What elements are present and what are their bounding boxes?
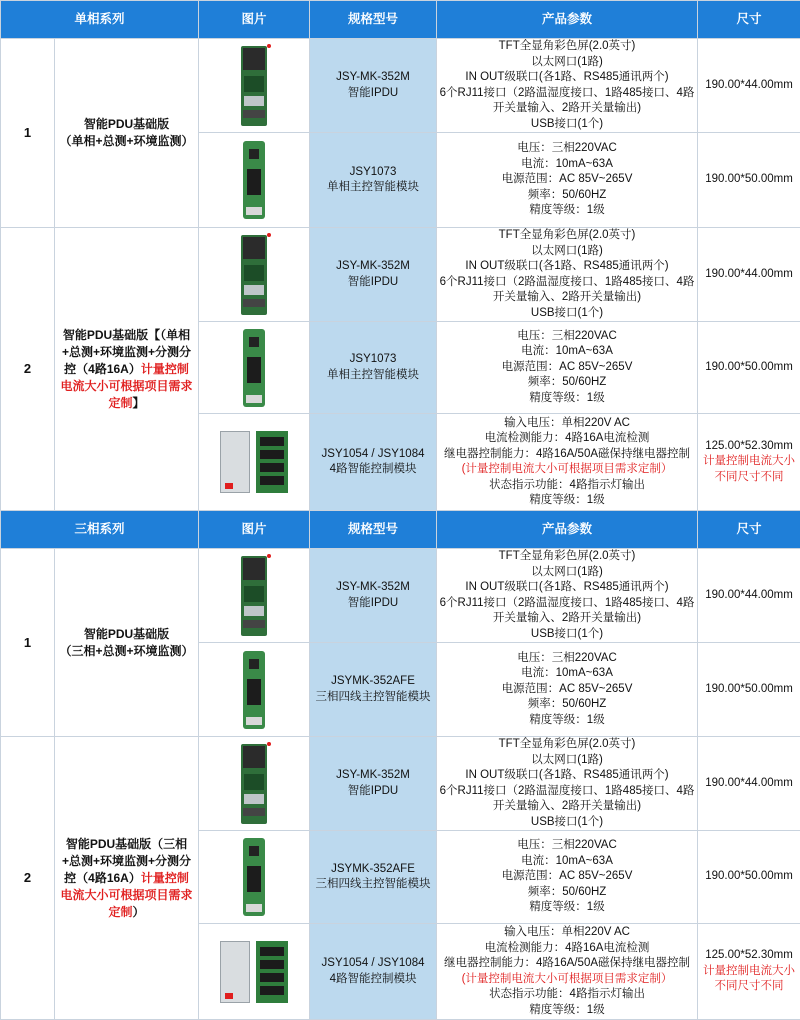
- single-series-header: 单相系列: [1, 1, 199, 39]
- main-control-module-image: [199, 322, 310, 414]
- params-cell: 电压：三相220VAC 电流：10mA~63A 电源范围：AC 85V~265V 频率：50/60HZ 精度等级：1级: [437, 322, 698, 414]
- params-cell: TFT全显角彩色屏(2.0英寸) 以太网口(1路) IN OUT级联口(各1路、RS485通讯两个) 6个RJ11接口（2路温湿度接口、1路485接口、4路开关量输入、2路开关量输出) USB接口(1个): [437, 228, 698, 322]
- three-phase-header-row: [1, 511, 800, 549]
- model-cell: JSY1054 / JSY1084 4路智能控制模块: [310, 924, 437, 1020]
- size-cell: 190.00*50.00mm: [698, 133, 800, 228]
- row-index: 2: [1, 737, 55, 1020]
- params-cell: 输入电压：单相220V AC 电流检测能力：4路16A电流检测 继电器控制能力：4路16A/50A磁保持继电器控制 (计量控制电流大小可根据项目需求定制） 状态指示功能：4路指示灯输出 精度等级：1级: [437, 924, 698, 1020]
- model-cell: JSY-MK-352M 智能IPDU: [310, 549, 437, 643]
- row-index: 1: [1, 549, 55, 737]
- image-header: 图片: [199, 511, 310, 549]
- row-index: 1: [1, 39, 55, 228]
- single-phase-header-row: [1, 1, 800, 39]
- product-name: 智能PDU基础版（三相+总测+环境监测+分测分控（4路16A）计量控制电流大小可根据项目需求定制）: [55, 737, 199, 1020]
- params-cell: 输入电压：单相220V AC 电流检测能力：4路16A电流检测 继电器控制能力：4路16A/50A磁保持继电器控制 (计量控制电流大小可根据项目需求定制） 状态指示功能：4路指示灯输出 精度等级：1级: [437, 414, 698, 511]
- model-cell: JSY1054 / JSY1084 4路智能控制模块: [310, 414, 437, 511]
- model-cell: JSY1073 单相主控智能模块: [310, 133, 437, 228]
- table-row: [1, 737, 800, 831]
- four-way-control-module-image: [199, 924, 310, 1020]
- size-cell: 190.00*44.00mm: [698, 39, 800, 133]
- params-cell: TFT全显角彩色屏(2.0英寸) 以太网口(1路) IN OUT级联口(各1路、RS485通讯两个) 6个RJ11接口（2路温湿度接口、1路485接口、4路开关量输入、2路开关量输出) USB接口(1个): [437, 737, 698, 831]
- ipdu-board-image: [199, 549, 310, 643]
- model-cell: JSY-MK-352M 智能IPDU: [310, 39, 437, 133]
- model-cell: JSY1073 单相主控智能模块: [310, 322, 437, 414]
- params-header: 产品参数: [437, 511, 698, 549]
- ipdu-board-image: [199, 228, 310, 322]
- table-row: [1, 39, 800, 133]
- model-cell: JSY-MK-352M 智能IPDU: [310, 737, 437, 831]
- size-cell: 125.00*52.30mm 计量控制电流大小不同尺寸不同: [698, 414, 800, 511]
- product-name: 智能PDU基础版【（单相+总测+环境监测+分测分控（4路16A）计量控制电流大小可根据项目需求定制】: [55, 228, 199, 511]
- three-series-header: 三相系列: [1, 511, 199, 549]
- params-cell: TFT全显角彩色屏(2.0英寸) 以太网口(1路) IN OUT级联口(各1路、RS485通讯两个) 6个RJ11接口（2路温湿度接口、1路485接口、4路开关量输入、2路开关量输出) USB接口(1个): [437, 549, 698, 643]
- main-control-module-image: [199, 831, 310, 924]
- params-cell: 电压：三相220VAC 电流：10mA~63A 电源范围：AC 85V~265V 频率：50/60HZ 精度等级：1级: [437, 643, 698, 737]
- size-cell: 190.00*50.00mm: [698, 643, 800, 737]
- params-cell: 电压：三相220VAC 电流：10mA~63A 电源范围：AC 85V~265V 频率：50/60HZ 精度等级：1级: [437, 133, 698, 228]
- product-name: 智能PDU基础版 （三相+总测+环境监测）: [55, 549, 199, 737]
- model-cell: JSYMK-352AFE 三相四线主控智能模块: [310, 643, 437, 737]
- image-header: 图片: [199, 1, 310, 39]
- four-way-control-module-image: [199, 414, 310, 511]
- size-cell: 190.00*44.00mm: [698, 549, 800, 643]
- product-name: 智能PDU基础版 （单相+总测+环境监测）: [55, 39, 199, 228]
- params-cell: TFT全显角彩色屏(2.0英寸) 以太网口(1路) IN OUT级联口(各1路、RS485通讯两个) 6个RJ11接口（2路温湿度接口、1路485接口、4路开关量输入、2路开关量输出) USB接口(1个): [437, 39, 698, 133]
- size-cell: 190.00*50.00mm: [698, 831, 800, 924]
- table-row: [1, 549, 800, 643]
- params-header: 产品参数: [437, 1, 698, 39]
- table-row: [1, 228, 800, 322]
- model-cell: JSY-MK-352M 智能IPDU: [310, 228, 437, 322]
- row-index: 2: [1, 228, 55, 511]
- model-header: 规格型号: [310, 511, 437, 549]
- main-control-module-image: [199, 133, 310, 228]
- params-cell: 电压：三相220VAC 电流：10mA~63A 电源范围：AC 85V~265V 频率：50/60HZ 精度等级：1级: [437, 831, 698, 924]
- size-cell: 190.00*44.00mm: [698, 737, 800, 831]
- size-cell: 190.00*50.00mm: [698, 322, 800, 414]
- ipdu-board-image: [199, 737, 310, 831]
- size-cell: 190.00*44.00mm: [698, 228, 800, 322]
- model-cell: JSYMK-352AFE 三相四线主控智能模块: [310, 831, 437, 924]
- size-header: 尺寸: [698, 511, 800, 549]
- size-cell: 125.00*52.30mm 计量控制电流大小不同尺寸不同: [698, 924, 800, 1020]
- model-header: 规格型号: [310, 1, 437, 39]
- main-control-module-image: [199, 643, 310, 737]
- ipdu-board-image: [199, 39, 310, 133]
- size-header: 尺寸: [698, 1, 800, 39]
